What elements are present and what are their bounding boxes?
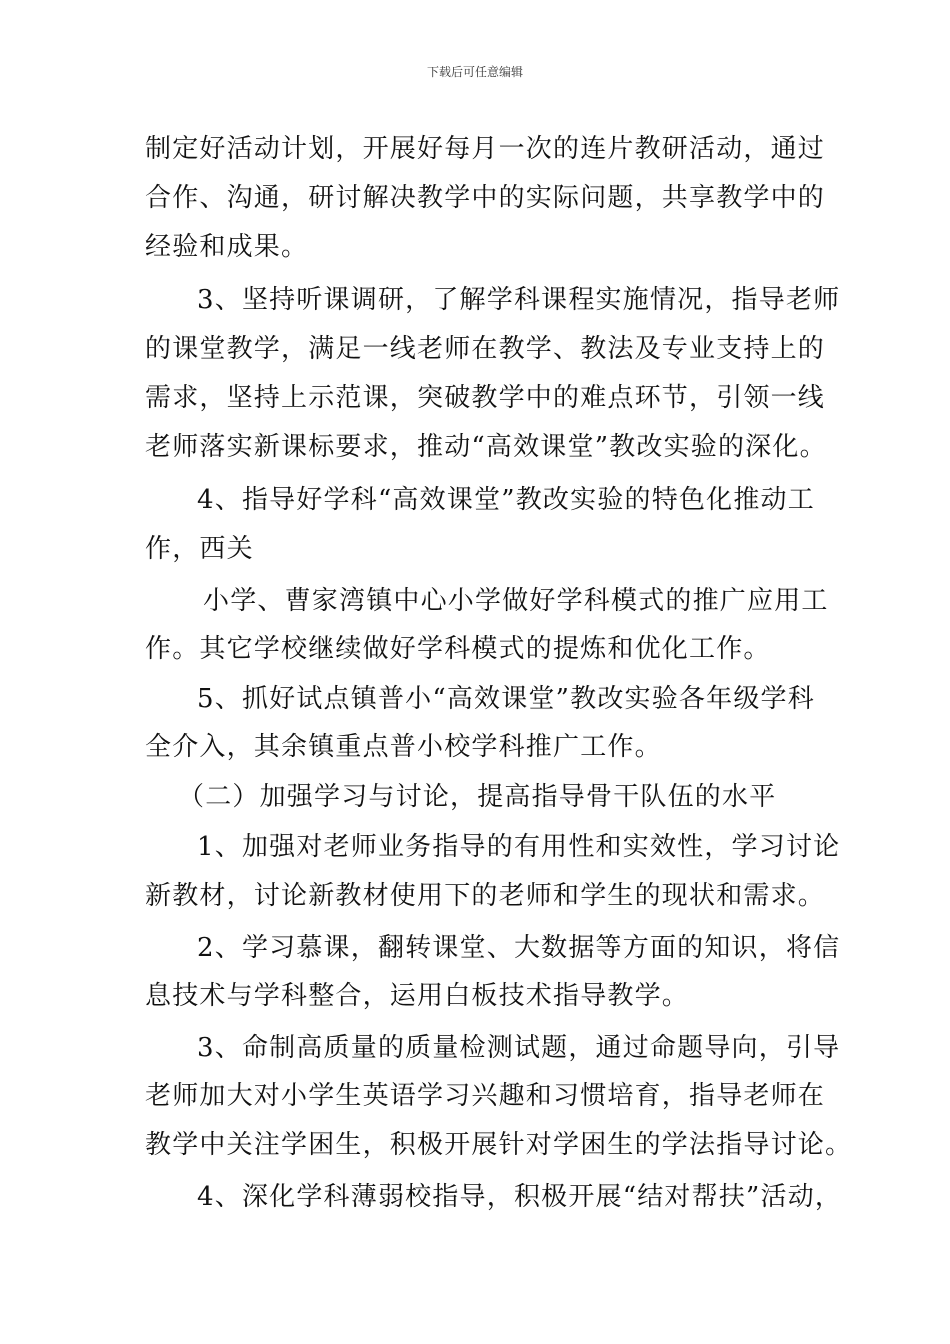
paragraph-line: 4、指导好学科“高效课堂”教改实验的特色化推动工 bbox=[197, 485, 815, 515]
paragraph-line: 小学、曹家湾镇中心小学做好学科模式的推广应用工 bbox=[203, 586, 829, 616]
section-heading: （二）加强学习与讨论，提高指导骨干队伍的水平 bbox=[178, 782, 777, 812]
paragraph-line: 老师加大对小学生英语学习兴趣和习惯培育，指导老师在 bbox=[145, 1081, 826, 1111]
paragraph-line: 制定好活动计划，开展好每月一次的连片教研活动，通过 bbox=[145, 134, 826, 164]
paragraph-line: 需求，坚持上示范课，突破教学中的难点环节，引领一线 bbox=[145, 383, 826, 413]
paragraph-line: 新教材，讨论新教材使用下的老师和学生的现状和需求。 bbox=[145, 881, 826, 911]
paragraph-line: 3、坚持听课调研，了解学科课程实施情况，指导老师 bbox=[197, 285, 841, 315]
paragraph-line: 息技术与学科整合，运用白板技术指导教学。 bbox=[145, 981, 690, 1011]
paragraph-line: 作。其它学校继续做好学科模式的提炼和优化工作。 bbox=[145, 634, 771, 664]
paragraph-line: 4、深化学科薄弱校指导，积极开展“结对帮扶”活动， bbox=[197, 1182, 843, 1212]
paragraph-line: 合作、沟通，研讨解决教学中的实际问题，共享教学中的 bbox=[145, 183, 826, 213]
page-header-note: 下载后可任意编辑 bbox=[426, 65, 523, 79]
paragraph-line: 经验和成果。 bbox=[145, 232, 309, 262]
paragraph-line: 的课堂教学，满足一线老师在教学、教法及专业支持上的 bbox=[145, 334, 826, 364]
paragraph-line: 作，西关 bbox=[145, 534, 254, 564]
paragraph-line: 2、学习慕课，翻转课堂、大数据等方面的知识，将信 bbox=[197, 933, 841, 963]
paragraph-line: 1、加强对老师业务指导的有用性和实效性，学习讨论 bbox=[197, 832, 841, 862]
paragraph-line: 老师落实新课标要求，推动“高效课堂”教改实验的深化。 bbox=[145, 432, 827, 462]
paragraph-line: 教学中关注学困生，积极开展针对学困生的学法指导讨论。 bbox=[145, 1130, 853, 1160]
paragraph-line: 3、命制高质量的质量检测试题，通过命题导向，引导 bbox=[197, 1033, 841, 1063]
paragraph-line: 5、抓好试点镇普小“高效课堂”教改实验各年级学科 bbox=[197, 684, 815, 714]
paragraph-line: 全介入，其余镇重点普小校学科推广工作。 bbox=[145, 732, 662, 762]
